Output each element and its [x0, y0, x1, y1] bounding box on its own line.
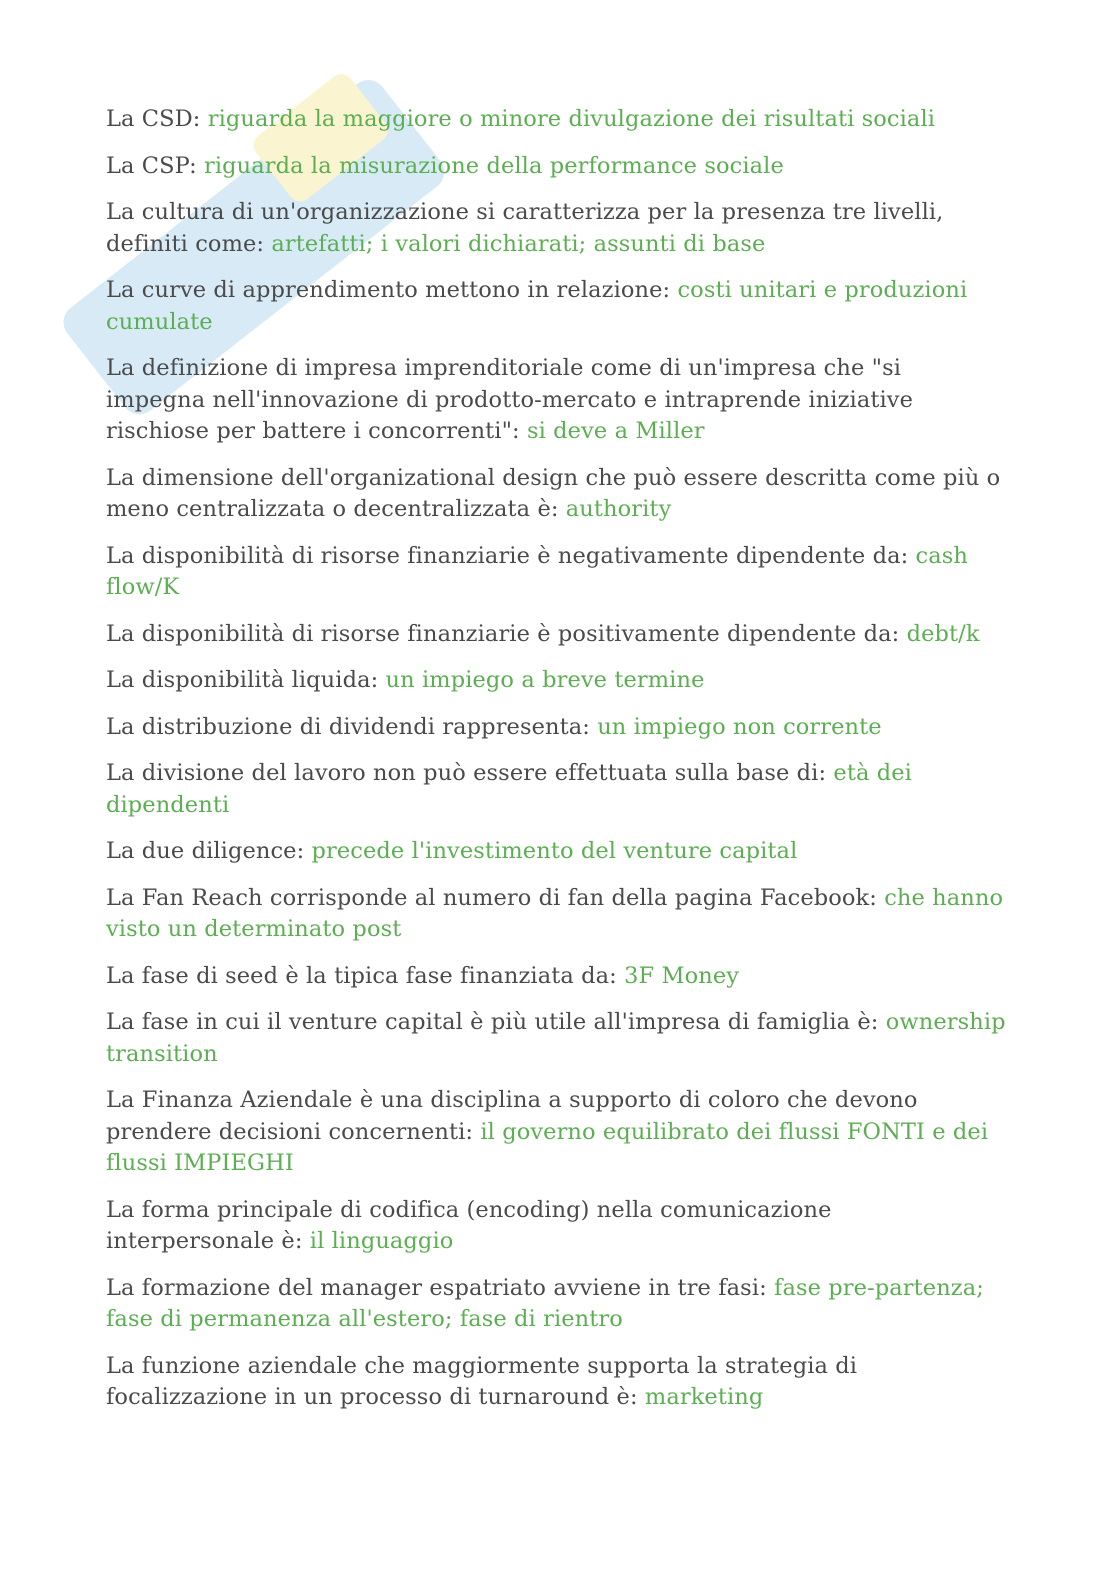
- answer-text: costi unitari e produzioni cumulate: [106, 277, 968, 335]
- question-text: La disponibilità di risorse finanziarie è negativamente dipendente da:: [106, 542, 916, 569]
- answer-text: riguarda la misurazione della performance sociale: [204, 152, 784, 179]
- qa-entry: [106, 1195, 1006, 1258]
- question-text: La curve di apprendimento mettono in relazione:: [106, 277, 678, 303]
- qa-entry: [106, 463, 1006, 526]
- qa-entry: [106, 619, 1006, 651]
- answer-text: precede l'investimento del venture capital: [311, 838, 798, 864]
- qa-entry: [106, 353, 1006, 448]
- qa-entry: [106, 712, 1006, 744]
- question-text: La Finanza Aziendale è una disciplina a supporto di coloro che devono prendere decisioni concernenti:: [106, 1087, 918, 1145]
- question-text: La formazione del manager espatriato avviene in tre fasi:: [106, 1274, 775, 1301]
- qa-entry: [106, 275, 1006, 338]
- question-text: La fase di seed è la tipica fase finanziata da:: [106, 962, 625, 989]
- question-text: La due diligence:: [106, 838, 312, 864]
- question-text: La Fan Reach corrisponde al numero di fan della pagina Facebook:: [106, 884, 885, 911]
- question-text: La divisione del lavoro non può essere effettuata sulla base di:: [106, 760, 834, 786]
- qa-entry: [106, 1007, 1006, 1070]
- qa-entry: [106, 151, 1006, 183]
- qa-entry: [106, 836, 1006, 868]
- question-text: La CSP:: [106, 152, 205, 179]
- qa-entry: [106, 1085, 1006, 1180]
- answer-text: età dei dipendenti: [106, 760, 912, 818]
- document-body: [106, 104, 1006, 1429]
- question-text: La dimensione dell'organizational design che può essere descritta come più o meno centralizzata o decentralizzata è:: [106, 464, 1001, 522]
- question-text: La fase in cui il venture capital è più utile all'impresa di famiglia è:: [106, 1009, 886, 1035]
- question-text: La cultura di un'organizzazione si caratterizza per la presenza tre livelli, definiti come:: [106, 199, 944, 257]
- question-text: La distribuzione di dividendi rappresenta:: [106, 713, 598, 740]
- answer-text: un impiego a breve termine: [385, 667, 705, 693]
- answer-text: un impiego non corrente: [597, 713, 882, 740]
- qa-entry: [106, 197, 1006, 260]
- answer-text: che hanno visto un determinato post: [106, 884, 1004, 942]
- question-text: La forma principale di codifica (encoding) nella comunicazione interpersonale è:: [106, 1196, 832, 1254]
- qa-entry: [106, 961, 1006, 993]
- answer-text: ownership transition: [106, 1009, 1006, 1067]
- question-text: La disponibilità di risorse finanziarie è positivamente dipendente da:: [106, 620, 907, 647]
- answer-text: si deve a Miller: [526, 418, 705, 444]
- answer-text: il governo equilibrato dei flussi FONTI e dei flussi IMPIEGHI: [106, 1118, 989, 1176]
- answer-text: authority: [565, 496, 672, 522]
- qa-entry: [106, 665, 1006, 697]
- question-text: La CSD:: [106, 106, 208, 132]
- qa-entry: [106, 104, 1006, 136]
- question-text: La funzione aziendale che maggiormente supporta la strategia di focalizzazione in un processo di turnaround è:: [106, 1352, 858, 1410]
- qa-entry: [106, 541, 1006, 604]
- qa-entry: [106, 758, 1006, 821]
- answer-text: artefatti; i valori dichiarati; assunti di base: [271, 230, 766, 257]
- question-text: La definizione di impresa imprenditoriale come di un'impresa che "si impegna nell'innovazione di prodotto-mercato e intraprende iniziative rischiose per battere i concorrenti":: [106, 355, 914, 444]
- answer-text: il linguaggio: [309, 1228, 454, 1254]
- answer-text: cash flow/K: [106, 542, 969, 600]
- answer-text: riguarda la maggiore o minore divulgazione dei risultati sociali: [207, 106, 936, 132]
- qa-entry: [106, 1273, 1006, 1336]
- answer-text: marketing: [644, 1384, 764, 1410]
- qa-entry: [106, 883, 1006, 946]
- question-text: La disponibilità liquida:: [106, 667, 386, 693]
- answer-text: 3F Money: [624, 962, 740, 989]
- answer-text: fase pre-partenza; fase di permanenza all'estero; fase di rientro: [106, 1274, 984, 1332]
- answer-text: debt/k: [906, 620, 980, 647]
- qa-entry: [106, 1351, 1006, 1414]
